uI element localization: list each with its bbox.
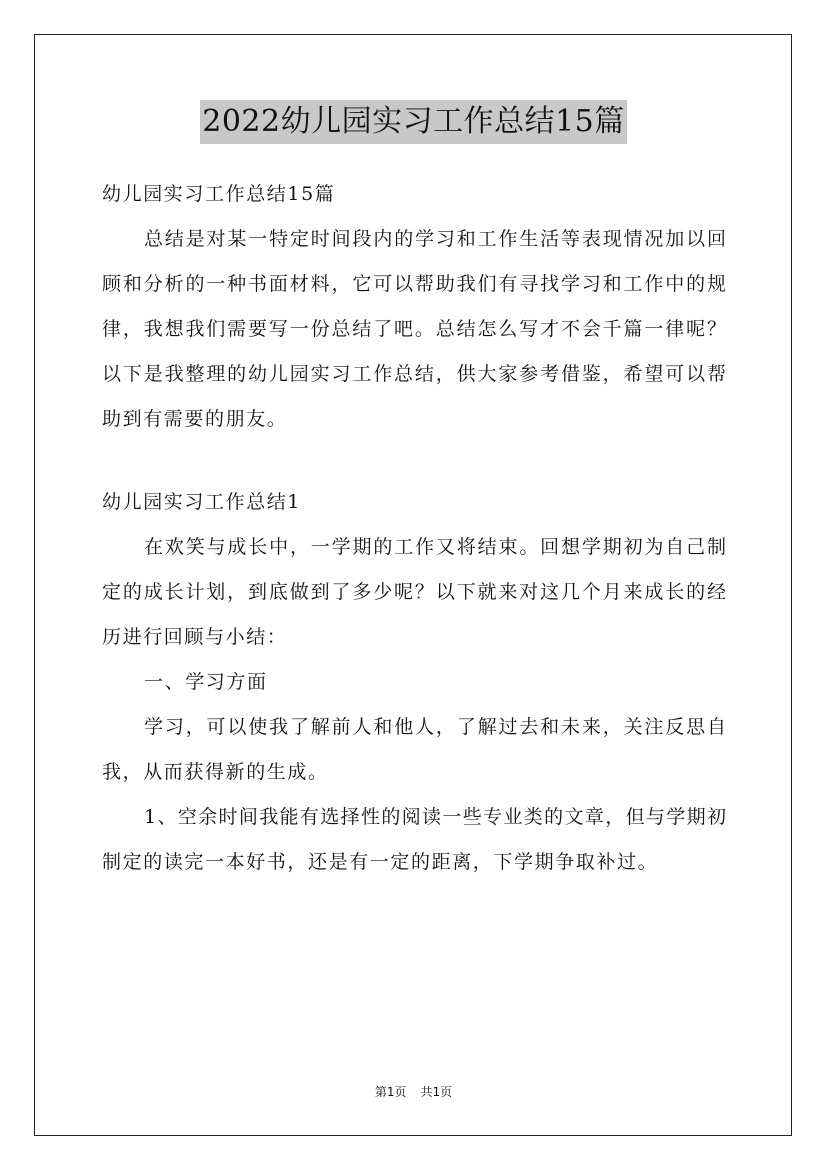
intro-line-3: 律，我想我们需要写一份总结了吧。总结怎么写才不会千篇一律呢？ (102, 318, 726, 340)
section-para3-line-1: 1、空余时间我能有选择性的阅读一些专业类的文章，但与学期初 (144, 806, 726, 828)
document-body (102, 172, 726, 885)
document-title: 2022幼儿园实习工作总结15篇 (200, 100, 627, 144)
section-para2-line-2: 我，从而获得新的生成。 (102, 761, 329, 783)
section-para1-line-3: 历进行回顾与小结： (102, 626, 288, 648)
intro-line-2: 顾和分析的一种书面材料，它可以帮助我们有寻找学习和工作中的规 (102, 273, 726, 295)
section-para1-line-1: 在欢笑与成长中，一学期的工作又将结束。回想学期初为自己制 (144, 536, 726, 558)
subheading-study: 一、学习方面 (144, 671, 268, 693)
intro-line-1: 总结是对某一特定时间段内的学习和工作生活等表现情况加以回 (144, 228, 726, 250)
section-spacer (102, 442, 726, 480)
section-para3-line-2: 制定的读完一本好书，还是有一定的距离，下学期争取补过。 (102, 851, 659, 873)
section-heading: 幼儿园实习工作总结1 (102, 491, 302, 513)
subtitle: 幼儿园实习工作总结15篇 (102, 183, 336, 205)
section-para1-line-2: 定的成长计划，到底做到了多少呢？以下就来对这几个月来成长的经 (102, 581, 726, 603)
section-para2-line-1: 学习，可以使我了解前人和他人，了解过去和未来，关注反思自 (144, 716, 726, 738)
intro-line-4: 以下是我整理的幼儿园实习工作总结，供大家参考借鉴，希望可以帮 (102, 363, 726, 385)
page-total: 共1页 (420, 1085, 453, 1099)
intro-line-5: 助到有需要的朋友。 (102, 408, 288, 430)
page-number: 第1页 (374, 1085, 407, 1099)
page-footer (0, 1083, 827, 1101)
title-wrap (0, 100, 827, 144)
